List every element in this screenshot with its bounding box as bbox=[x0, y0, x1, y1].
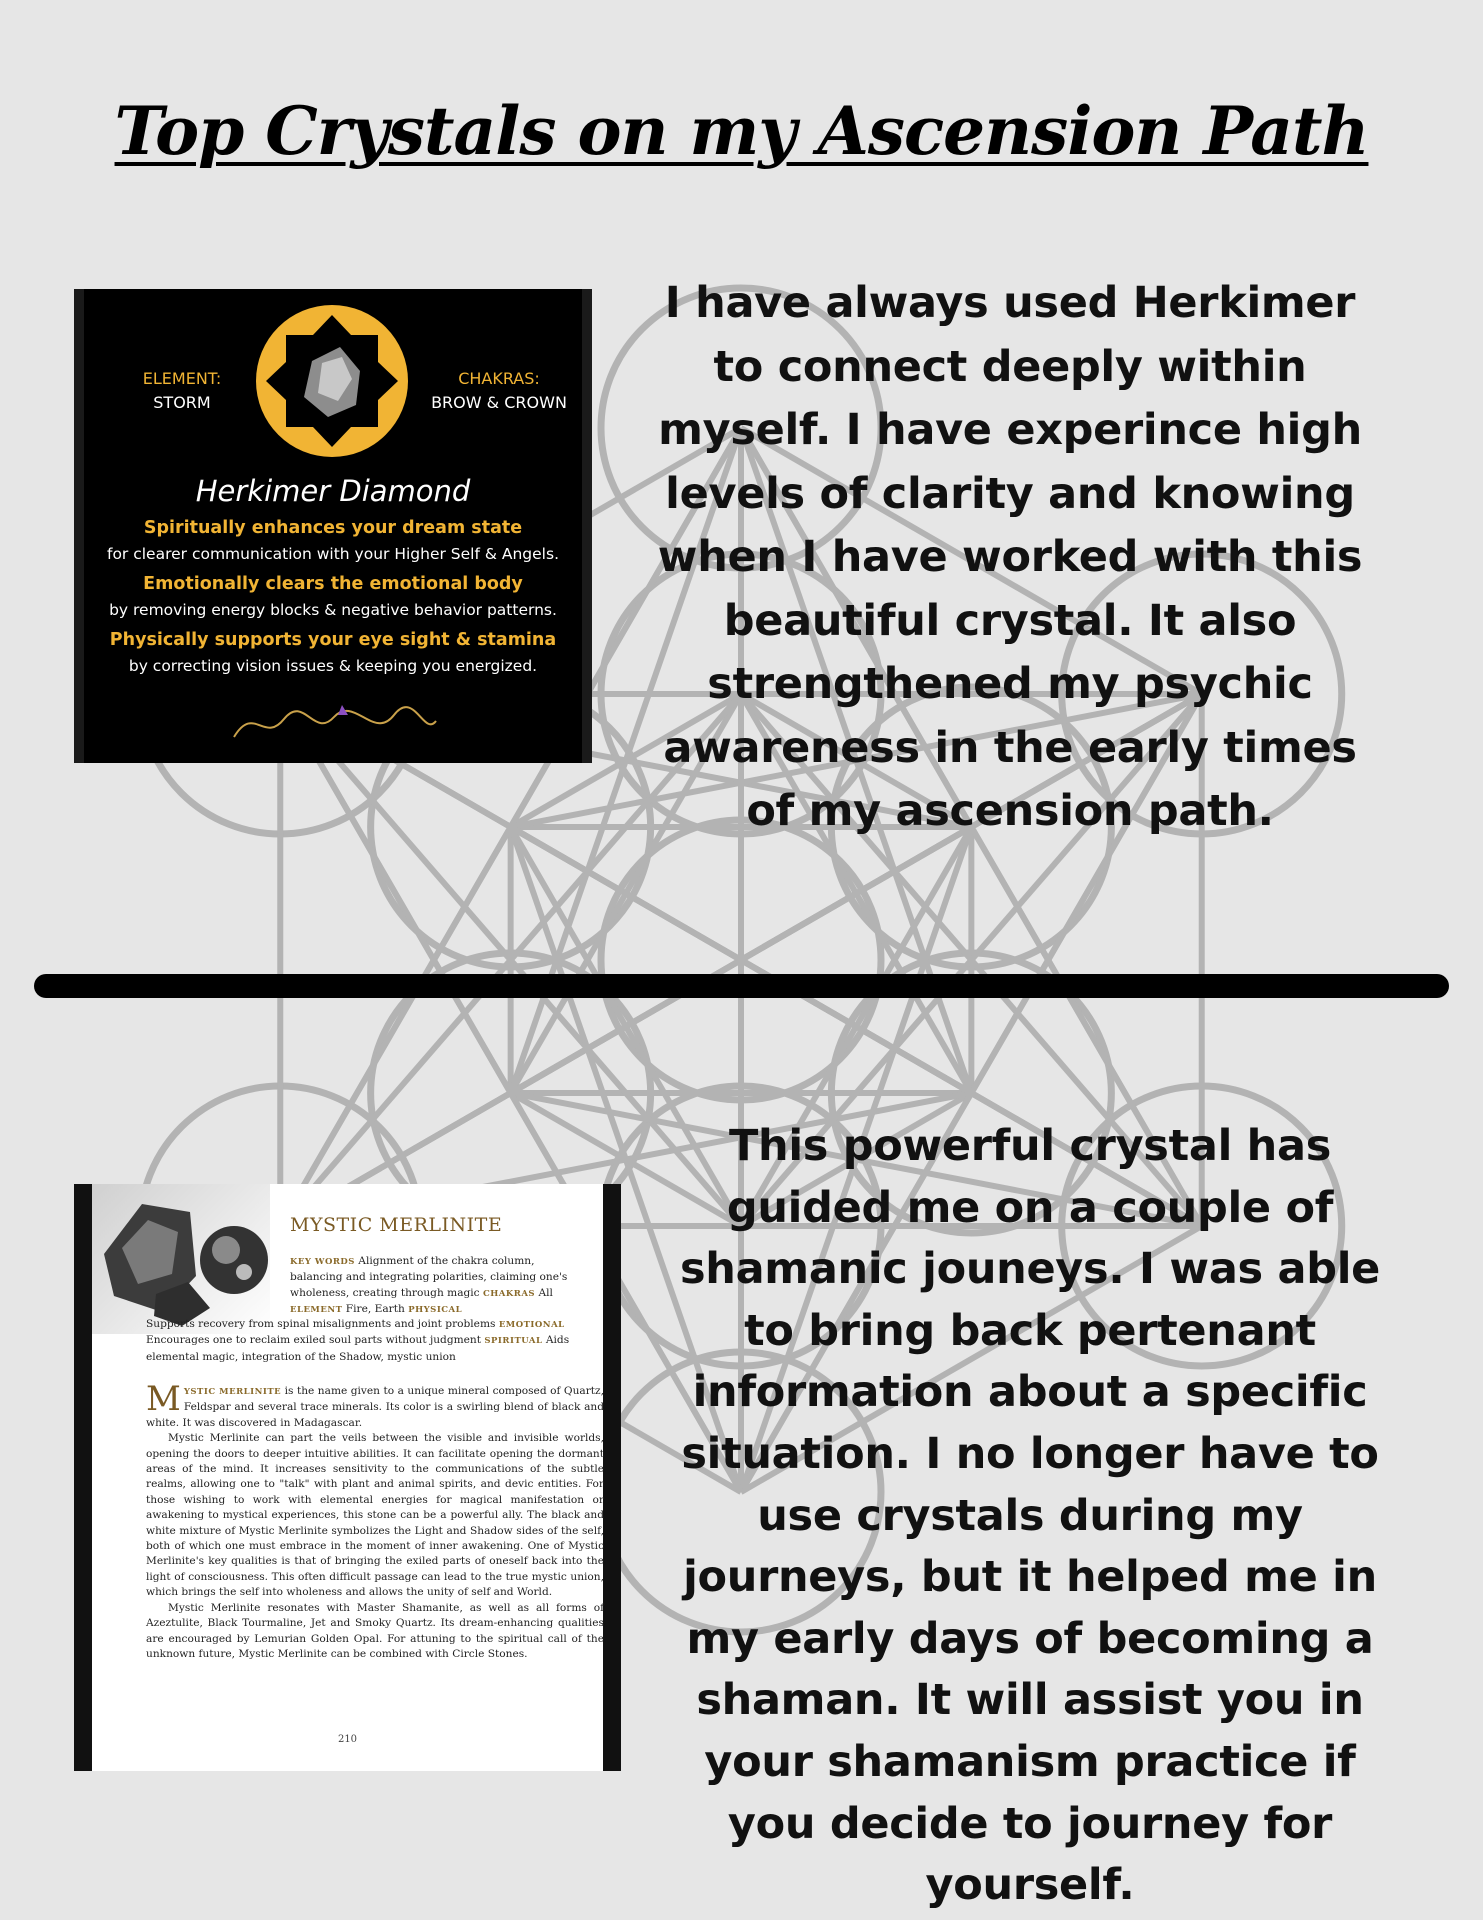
herkimer-description: I have always used Herkimer to connect deeply within myself. I have experince high levels of clarity and knowing when I have worked with this beautiful crystal. It also strengthened my psychic awareness in the early times of my ascension path. bbox=[657, 278, 1363, 836]
emotional-heading: Emotionally clears the emotional body bbox=[143, 574, 523, 594]
chakras-value: BROW & CROWN bbox=[431, 393, 567, 412]
emotional-detail: by removing energy blocks & negative behavior patterns. bbox=[109, 601, 557, 619]
section-divider bbox=[34, 974, 1449, 998]
merlinite-stone-photo bbox=[92, 1184, 270, 1334]
chakras-label: CHAKRAS: bbox=[458, 369, 540, 388]
spiritual-detail: for clearer communication with your Higher Self & Angels. bbox=[106, 545, 559, 563]
page-number: 210 bbox=[337, 1734, 358, 1745]
healing-crystals-love-logo bbox=[224, 699, 444, 756]
element-value: STORM bbox=[153, 393, 211, 412]
mystic-merlinite-card bbox=[74, 1184, 621, 1771]
page-title: Top Crystals on my Ascension Path bbox=[114, 92, 1369, 171]
spiritual-heading: Spiritually enhances your dream state bbox=[143, 518, 523, 538]
merlinite-body-text: MYSTIC MERLINITE is the name given to a unique mineral composed of Quartz, Feldspar and several trace minerals. Its color is a swirling blend of black and white. It was discovered in Madagascar. Mystic Merlinite can part the veils between the visible and invisible worlds, opening the doors to deeper intuitive abilities. It can facilitate opening the dormant areas of the mind. It increases sensitivity to the communications of the subtle realms, allowing one to "talk" with plant and animal spirits, and devic entities. For those wishing to work with elemental energies for magical manifestation or awakening to mystical experiences, this stone can be a powerful ally. The black and white mixture of Mystic Merlinite symbolizes the Light and Shadow sides of the self, both of which one must embrace in the moment of inner awakening. One of Mystic Merlinite's key qualities is that of bringing the exiled parts of oneself back into the light of consciousness. This often difficult passage can lead to the true mystic union, which brings the self into wholeness and allows the unity of self and World. Mystic Merlinite resonates with Master Shamanite, as well as all forms of Azeztulite, Black Tourmaline, Jet and Smoky Quartz. Its dream-enhancing qualities are encouraged by Lemurian Golden Opal. For attuning to the spiritual call of the unknown future, Mystic Merlinite can be combined with Circle Stones. bbox=[146, 1379, 604, 1660]
physical-heading: Physically supports your eye sight & stamina bbox=[109, 630, 557, 650]
merlinite-keywords: KEY WORDS Alignment of the chakra column, balancing and integrating polarities, claiming one's wholeness, creating through magic CHAKRAS All ELEMENT Fire, Earth PHYSICAL bbox=[290, 1255, 568, 1316]
herkimer-diamond-card bbox=[74, 289, 592, 763]
crystal-name: Herkimer Diamond bbox=[195, 474, 471, 508]
physical-detail: by correcting vision issues & keeping you energized. bbox=[128, 657, 538, 675]
element-label: ELEMENT: bbox=[142, 369, 222, 388]
merlinite-description: This powerful crystal has guided me on a couple of shamanic jouneys. I was able to bring back pertenant information about a specific situation. I no longer have to use crystals during my journeys, but it helped me in my early days of becoming a shaman. It will assist you in your shamanism practice if you decide to journey for yourself. bbox=[679, 1121, 1381, 1911]
merlinite-title: MYSTIC MERLINITE bbox=[290, 1214, 503, 1236]
crystal-star-icon bbox=[252, 301, 412, 461]
merlinite-properties: Supports recovery from spinal misalignments and joint problems EMOTIONAL Encourages one to reclaim exiled soul parts without judgment SPIRITUAL Aids elemental magic, integration of the Shadow, mystic union bbox=[146, 1318, 570, 1363]
